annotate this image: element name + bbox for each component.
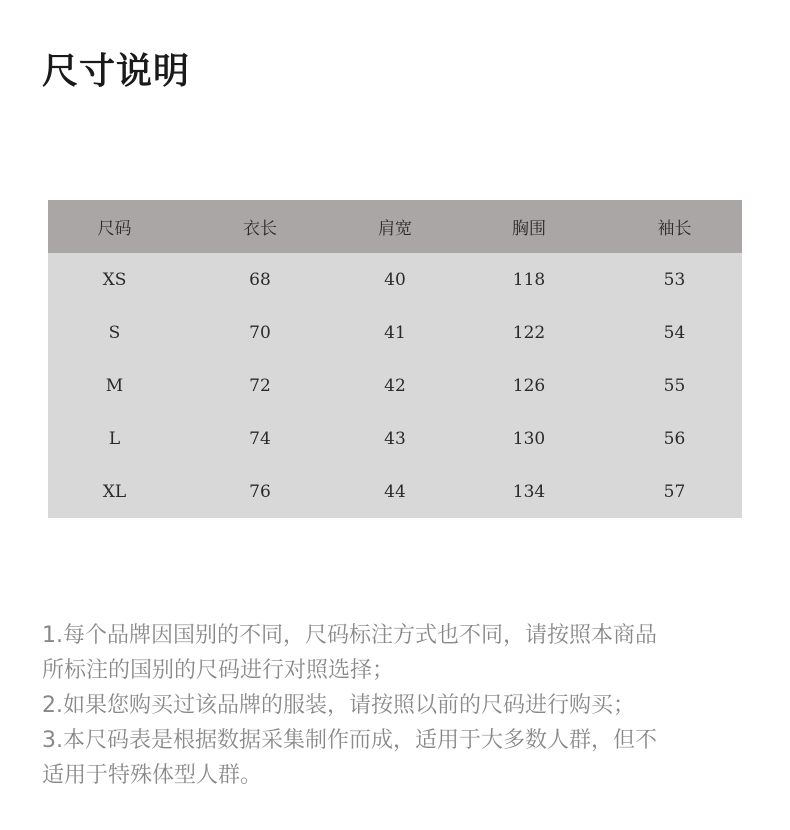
table-cell: 55 bbox=[607, 359, 742, 412]
table-cell: 70 bbox=[181, 306, 339, 359]
table-cell: 118 bbox=[451, 253, 607, 306]
table-cell: 44 bbox=[339, 465, 451, 518]
table-cell: 134 bbox=[451, 465, 607, 518]
table-cell: XL bbox=[48, 465, 181, 518]
table-row bbox=[48, 306, 742, 359]
table-cell: 40 bbox=[339, 253, 451, 306]
table-cell: S bbox=[48, 306, 181, 359]
table-cell: 53 bbox=[607, 253, 742, 306]
table-cell: 57 bbox=[607, 465, 742, 518]
table-row bbox=[48, 359, 742, 412]
header-length: 衣长 bbox=[181, 200, 339, 253]
table-cell: 41 bbox=[339, 306, 451, 359]
table-row bbox=[48, 465, 742, 518]
header-chest: 胸围 bbox=[451, 200, 607, 253]
size-chart-table bbox=[48, 200, 742, 518]
header-sleeve: 袖长 bbox=[607, 200, 742, 253]
table-cell: XS bbox=[48, 253, 181, 306]
table-cell: 43 bbox=[339, 412, 451, 465]
table-cell: 122 bbox=[451, 306, 607, 359]
table-cell: 126 bbox=[451, 359, 607, 412]
table-cell: 130 bbox=[451, 412, 607, 465]
table-cell: L bbox=[48, 412, 181, 465]
table-header-row bbox=[48, 200, 742, 253]
table-cell: 56 bbox=[607, 412, 742, 465]
table-cell: 76 bbox=[181, 465, 339, 518]
header-size: 尺码 bbox=[48, 200, 181, 253]
page-title: 尺寸说明 bbox=[42, 51, 191, 92]
table-cell: 54 bbox=[607, 306, 742, 359]
note-line: 2.如果您购买过该品牌的服装，请按照以前的尺码进行购买； bbox=[42, 693, 635, 718]
table-cell: 42 bbox=[339, 359, 451, 412]
table-cell: 74 bbox=[181, 412, 339, 465]
header-shoulder: 肩宽 bbox=[339, 200, 451, 253]
size-notes bbox=[42, 618, 754, 793]
table-row bbox=[48, 253, 742, 306]
table-cell: M bbox=[48, 359, 181, 412]
note-line: 所标注的国别的尺码进行对照选择； bbox=[42, 658, 395, 683]
note-line: 1.每个品牌因国别的不同，尺码标注方式也不同，请按照本商品 bbox=[42, 623, 657, 648]
note-line: 适用于特殊体型人群。 bbox=[42, 763, 263, 788]
note-line: 3.本尺码表是根据数据采集制作而成，适用于大多数人群，但不 bbox=[42, 728, 657, 753]
table-cell: 72 bbox=[181, 359, 339, 412]
table-row bbox=[48, 412, 742, 465]
table-cell: 68 bbox=[181, 253, 339, 306]
